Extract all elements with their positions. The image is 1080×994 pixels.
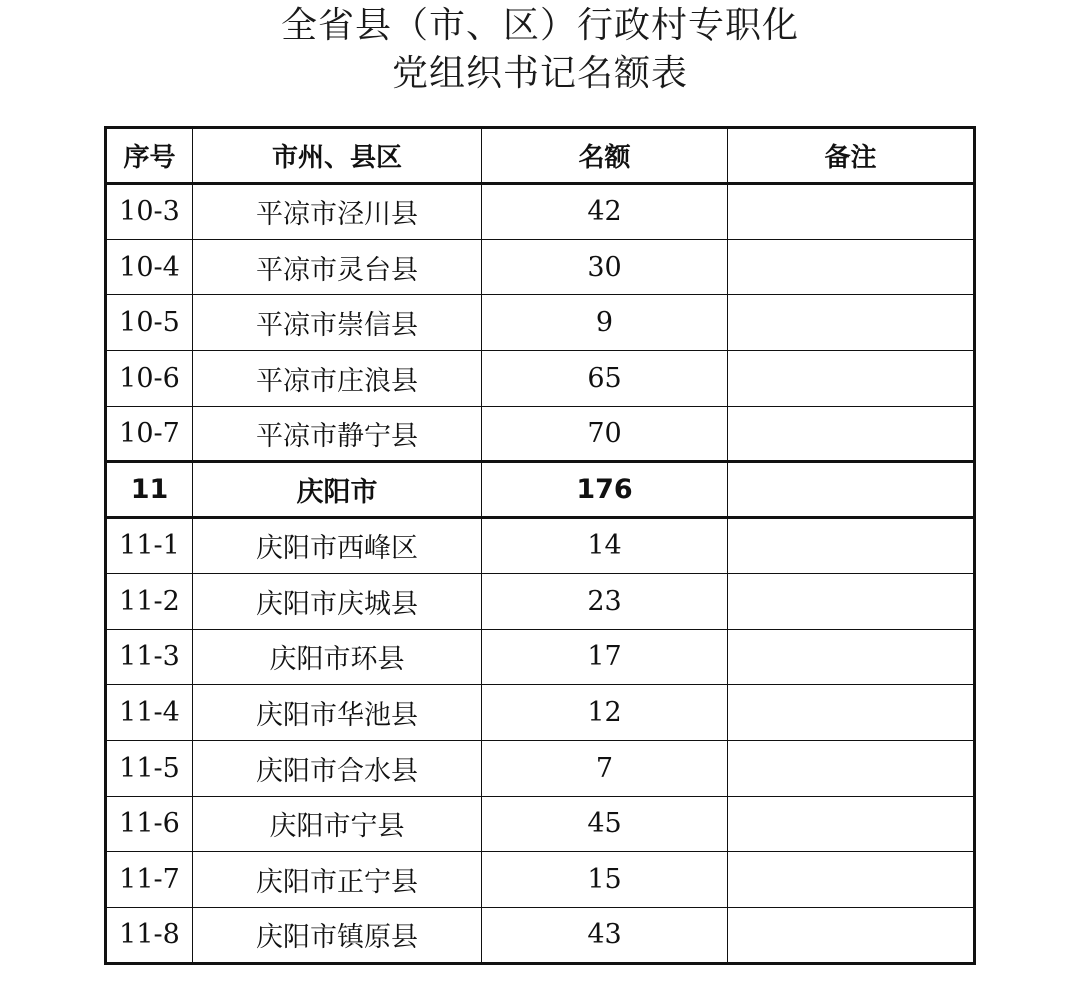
table-row	[106, 518, 975, 574]
cell-region: 庆阳市	[193, 462, 482, 518]
table-row	[106, 907, 975, 963]
cell-quota: 45	[482, 796, 728, 852]
cell-remarks	[728, 406, 975, 462]
cell-serial: 10-6	[106, 351, 193, 407]
cell-serial: 10-7	[106, 406, 193, 462]
table-row	[106, 852, 975, 908]
table-row	[106, 740, 975, 796]
cell-serial: 10-3	[106, 184, 193, 240]
cell-remarks	[728, 907, 975, 963]
header-remarks: 备注	[728, 128, 975, 184]
cell-remarks	[728, 184, 975, 240]
header-serial: 序号	[106, 128, 193, 184]
cell-quota: 43	[482, 907, 728, 963]
cell-serial: 10-5	[106, 295, 193, 351]
cell-region: 庆阳市正宁县	[193, 852, 482, 908]
cell-serial: 11-6	[106, 796, 193, 852]
table-row	[106, 629, 975, 685]
cell-remarks	[728, 351, 975, 407]
title-line-1: 全省县（市、区）行政村专职化	[280, 5, 799, 46]
table-row	[106, 685, 975, 741]
cell-region: 平凉市灵台县	[193, 239, 482, 295]
cell-serial: 11	[106, 462, 193, 518]
cell-quota: 12	[482, 685, 728, 741]
cell-region: 庆阳市镇原县	[193, 907, 482, 963]
cell-quota: 9	[482, 295, 728, 351]
cell-remarks	[728, 796, 975, 852]
cell-region: 平凉市庄浪县	[193, 351, 482, 407]
table-header	[106, 128, 975, 184]
document-title	[0, 0, 1080, 98]
cell-serial: 11-1	[106, 518, 193, 574]
table-body	[106, 184, 975, 964]
header-quota: 名额	[482, 128, 728, 184]
cell-region: 平凉市静宁县	[193, 406, 482, 462]
cell-quota: 14	[482, 518, 728, 574]
cell-region: 庆阳市庆城县	[193, 573, 482, 629]
table-row	[106, 239, 975, 295]
cell-serial: 10-4	[106, 239, 193, 295]
quota-table	[104, 126, 976, 965]
table-row	[106, 351, 975, 407]
cell-serial: 11-8	[106, 907, 193, 963]
table-row	[106, 573, 975, 629]
cell-region: 庆阳市合水县	[193, 740, 482, 796]
cell-remarks	[728, 462, 975, 518]
cell-remarks	[728, 573, 975, 629]
cell-remarks	[728, 239, 975, 295]
cell-remarks	[728, 518, 975, 574]
cell-serial: 11-7	[106, 852, 193, 908]
cell-quota: 17	[482, 629, 728, 685]
city-summary-row	[106, 462, 975, 518]
cell-remarks	[728, 852, 975, 908]
cell-serial: 11-4	[106, 685, 193, 741]
cell-remarks	[728, 685, 975, 741]
cell-region: 庆阳市宁县	[193, 796, 482, 852]
cell-quota: 70	[482, 406, 728, 462]
cell-serial: 11-5	[106, 740, 193, 796]
cell-remarks	[728, 629, 975, 685]
cell-remarks	[728, 740, 975, 796]
cell-region: 平凉市泾川县	[193, 184, 482, 240]
table-row	[106, 406, 975, 462]
cell-quota: 23	[482, 573, 728, 629]
table-row	[106, 796, 975, 852]
cell-quota: 65	[482, 351, 728, 407]
header-row	[106, 128, 975, 184]
table-row	[106, 184, 975, 240]
cell-region: 庆阳市西峰区	[193, 518, 482, 574]
cell-quota: 15	[482, 852, 728, 908]
cell-region: 庆阳市华池县	[193, 685, 482, 741]
cell-serial: 11-3	[106, 629, 193, 685]
cell-region: 庆阳市环县	[193, 629, 482, 685]
header-region: 市州、县区	[193, 128, 482, 184]
cell-quota: 30	[482, 239, 728, 295]
title-line-2: 党组织书记名额表	[391, 53, 688, 94]
cell-quota: 42	[482, 184, 728, 240]
cell-quota: 176	[482, 462, 728, 518]
cell-region: 平凉市崇信县	[193, 295, 482, 351]
cell-quota: 7	[482, 740, 728, 796]
table-row	[106, 295, 975, 351]
cell-serial: 11-2	[106, 573, 193, 629]
cell-remarks	[728, 295, 975, 351]
